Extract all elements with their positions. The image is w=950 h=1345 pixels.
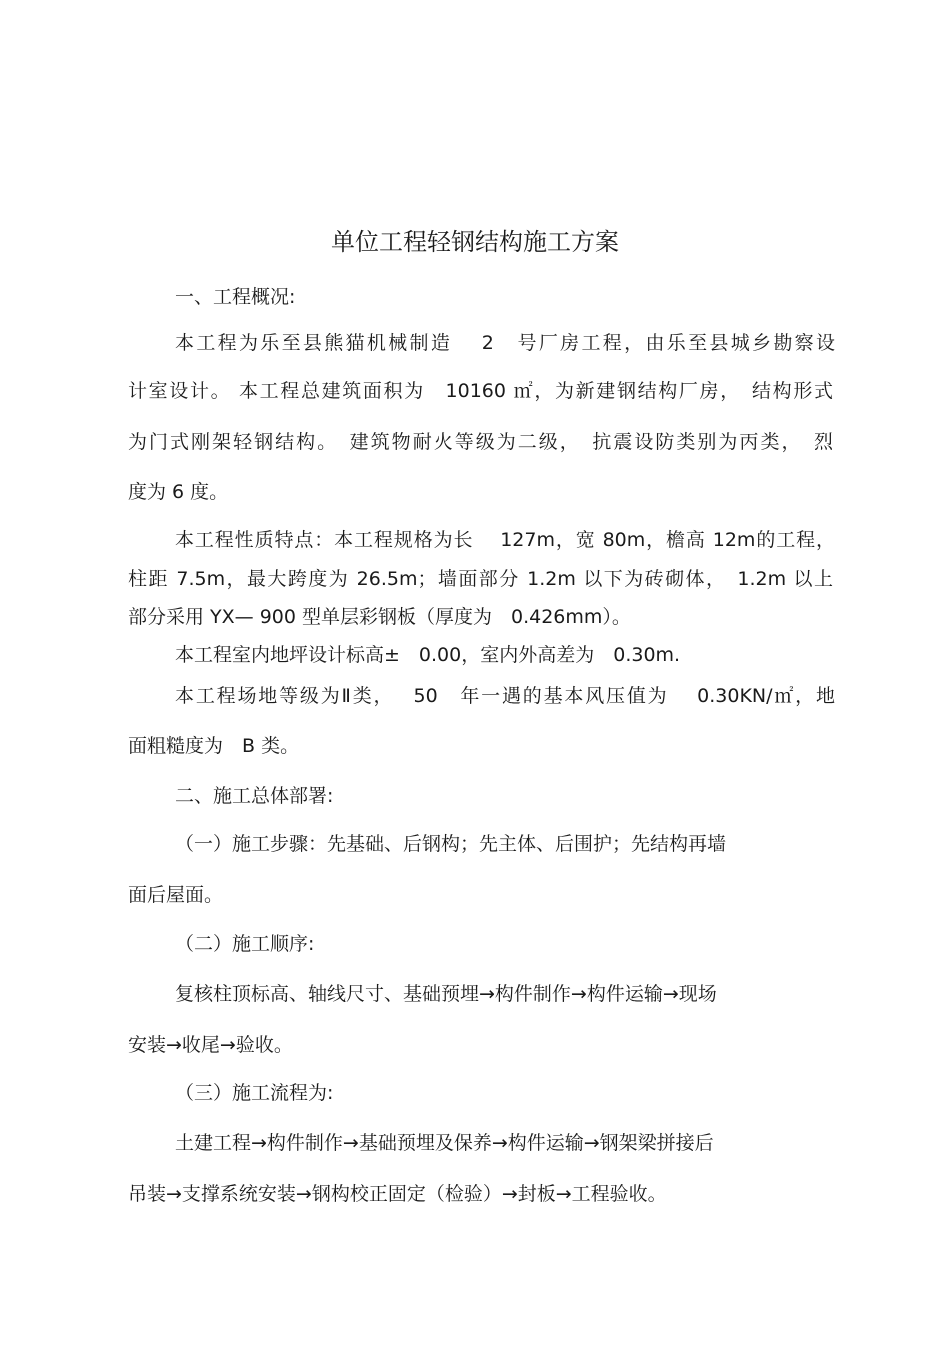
paragraph-line: 度为 6 度。 (128, 481, 229, 503)
section-heading-overview: 一、工程概况: (175, 286, 296, 308)
paragraph-line: 本工程性质特点：本工程规格为长 127m，宽 80m，檐高 12m的工程， (175, 529, 835, 551)
paragraph-line: 土建工程→构件制作→基础预埋及保养→构件运输→钢架梁拼接后 (175, 1132, 714, 1154)
document-title: 单位工程轻钢结构施工方案 (331, 228, 619, 256)
paragraph-line: 复核柱顶标高、轴线尺寸、基础预埋→构件制作→构件运输→现场 (175, 983, 717, 1005)
paragraph-line: 柱距 7.5m，最大跨度为 26.5m；墙面部分 1.2m 以下为砖砌体， 1.2m 以上 (128, 568, 833, 590)
paragraph-line: 本工程为乐至县熊猫机械制造 2 号厂房工程，由乐至县城乡勘察设 (175, 332, 835, 354)
paragraph-line: 计室设计。 本工程总建筑面积为 10160 ㎡，为新建钢结构厂房， 结构形式 (128, 380, 833, 402)
paragraph-line: 面后屋面。 (128, 884, 224, 906)
paragraph-line: （一）施工步骤：先基础、后钢构；先主体、后围护；先结构再墙 (175, 833, 727, 855)
paragraph-line: 为门式刚架轻钢结构。 建筑物耐火等级为二级， 抗震设防类别为丙类， 烈 (128, 431, 833, 453)
subsection-heading: （二）施工顺序: (175, 933, 315, 955)
paragraph-line: 吊装→支撑系统安装→钢构校正固定（检验）→封板→工程验收。 (128, 1183, 667, 1205)
paragraph-line: 安装→收尾→验收。 (128, 1034, 293, 1056)
paragraph-line: 面粗糙度为 B 类。 (128, 735, 300, 757)
subsection-heading: （三）施工流程为: (175, 1082, 334, 1104)
section-heading-deployment: 二、施工总体部署: (175, 785, 334, 807)
paragraph-line: 本工程场地等级为Ⅱ类， 50 年一遇的基本风压值为 0.30KN/㎡，地 (175, 685, 835, 707)
paragraph-line: 本工程室内地坪设计标高± 0.00，室内外高差为 0.30m. (175, 644, 681, 666)
paragraph-line: 部分采用 YX— 900 型单层彩钢板（厚度为 0.426mm）。 (128, 606, 631, 628)
